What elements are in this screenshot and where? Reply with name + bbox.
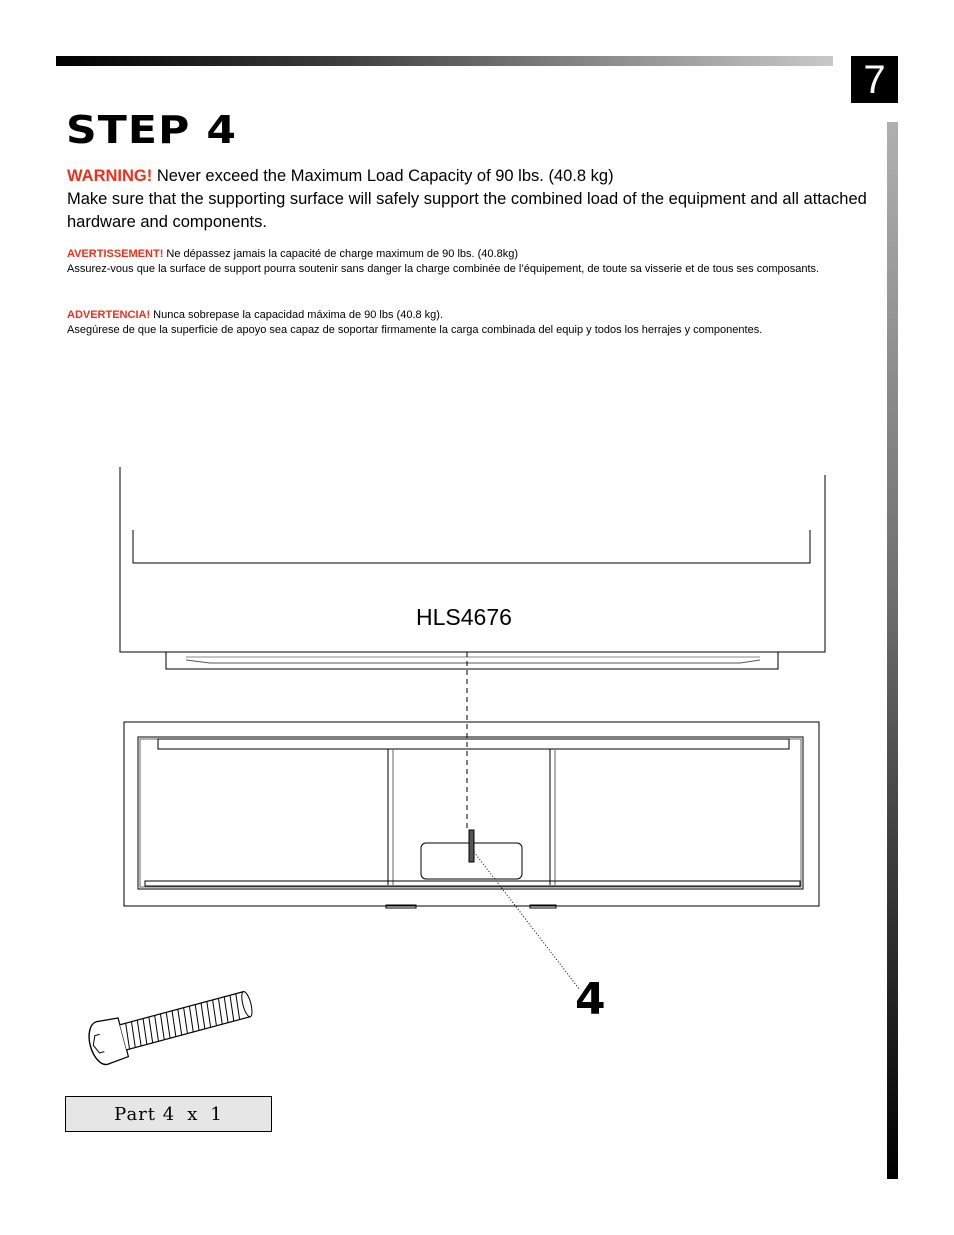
part-quantity: 1: [210, 1103, 223, 1125]
callout-leader: [474, 852, 580, 990]
part-quantity-box: [65, 1096, 272, 1132]
bolt-icon: [85, 982, 257, 1067]
warning-line1: Nunca sobrepase la capacidad máxima de 90 lbs (40.8 kg).: [150, 309, 444, 321]
warning-label: WARNING!: [67, 167, 153, 185]
warning-line1: Ne dépassez jamais la capacité de charge maximum de 90 lbs. (40.8kg): [163, 248, 518, 260]
warning-line2: Assurez-vous que la surface de support pourra soutenir sans danger la charge combinée de l’équipement, de toute sa visserie et de tous ses composants.: [67, 263, 820, 275]
page-number: 7: [851, 56, 898, 103]
bolt-location: [469, 830, 474, 862]
model-label: HLS4676: [416, 604, 512, 630]
warning-line1: Never exceed the Maximum Load Capacity of 90 lbs. (40.8 kg): [152, 167, 614, 185]
part-multiplier: x: [187, 1103, 199, 1125]
callout-number: 4: [575, 974, 606, 1025]
part-label: Part 4: [114, 1103, 176, 1125]
step-title: STEP 4: [66, 108, 238, 152]
equipment-outline: [120, 467, 825, 669]
warning-label: AVERTISSEMENT!: [67, 248, 164, 260]
warning-label: ADVERTENCIA!: [67, 309, 151, 321]
warning-line2: Make sure that the supporting surface will safely support the combined load of the equipment and all attached hardware and components.: [67, 190, 867, 231]
warning-line2: Asegúrese de que la superficie de apoyo sea capaz de soportar firmamente la carga combinada del equip y todos los herrajes y componentes.: [67, 324, 763, 336]
stand-frame: [124, 722, 819, 908]
